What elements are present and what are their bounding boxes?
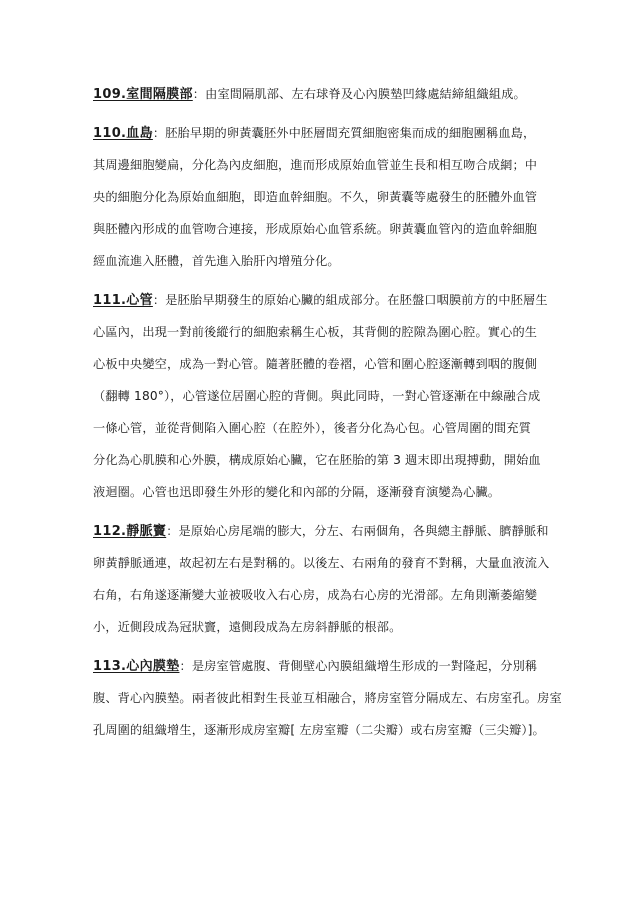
entry-line: 液迴圈。心管也迅即發生外形的變化和內部的分隔，逐漸發育演變為心臟。 (93, 485, 501, 499)
entry-line: 一條心管，並從背側陷入圍心腔（在腔外），後者分化為心包。心管周圍的間充質 (93, 421, 532, 435)
entry-line: 卵黃靜脈通連，故起初左右是對稱的。以後左、右兩角的發育不對稱，大量血液流入 (93, 556, 550, 570)
entry-line: 與胚體內形成的血管吻合連接，形成原始心血管系統。卵黃囊血管內的造血幹細胞 (93, 222, 538, 236)
entry-line: 心區內，出現一對前後縱行的細胞索稱生心板，其背側的腔隙為圍心腔。實心的生 (93, 325, 538, 339)
entry-113 (93, 656, 562, 740)
entry-text: ：胚胎早期的卵黃囊胚外中胚層間充質細胞密集而成的細胞團稱血島， (152, 126, 536, 140)
entry-line: （翻轉 180°），心管遂位居圍心腔的背側。與此同時，一對心管逐漸在中線融合成 (93, 389, 541, 403)
entry-line (93, 656, 553, 676)
entry-term: 111.心管 (93, 293, 153, 308)
entry-text: ：由室間隔肌部、左右球脊及心內膜墊凹緣處結締組織組成。 (192, 87, 526, 101)
entry-line (93, 84, 553, 104)
entry-line: 腹、背心內膜墊。兩者彼此相對生長並互相融合，將房室管分隔成左、右房室孔。房室 (93, 691, 562, 705)
entry-text: ：是房室管處腹、背側壁心內膜組織增生形成的一對隆起，分別稱 (179, 659, 538, 673)
entry-term: 110.血島 (93, 126, 153, 141)
entry-text: ：是原始心房尾端的膨大，分左、右兩個角，各與總主靜脈、臍靜脈和 (166, 524, 549, 538)
entry-line: 右角，右角遂逐漸變大並被吸收入右心房，成為右心房的光滑部。左角則漸萎縮變 (93, 588, 538, 602)
entry-line: 央的細胞分化為原始血細胞，即造血幹細胞。不久，卵黃囊等處發生的胚體外血管 (93, 190, 538, 204)
entry-111 (93, 290, 553, 502)
entry-line: 其周邊細胞變扁，分化為內皮細胞，進而形成原始血管並生長和相互吻合成網；中 (93, 158, 538, 172)
entry-line: 小，近側段成為冠狀竇，遠側段成為左房斜靜脈的根部。 (93, 620, 402, 634)
entry-term: 109.室間隔膜部 (93, 87, 193, 102)
entry-line (93, 123, 553, 143)
entry-line: 心板中央變空，成為一對心管。隨著胚體的卷褶，心管和圍心腔逐漸轉到咽的腹側 (93, 357, 538, 371)
entry-term: 112.靜脈竇 (93, 524, 167, 539)
entry-110 (93, 123, 553, 271)
document-page (93, 84, 562, 740)
entry-text: ：是胚胎早期發生的原始心臟的組成部分。在胚盤口咽膜前方的中胚層生 (152, 293, 548, 307)
entry-109 (93, 84, 553, 104)
entry-112 (93, 521, 553, 637)
entry-line (93, 521, 553, 541)
entry-line: 經血流進入胚體，首先進入胎肝內增殖分化。 (93, 254, 340, 268)
entry-term: 113.心內膜墊 (93, 659, 180, 674)
entry-line: 孔周圍的組織增生，逐漸形成房室瓣[ 左房室瓣（二尖瓣）或右房室瓣（三尖瓣）]。 (93, 723, 545, 737)
entry-line (93, 290, 553, 310)
entry-line: 分化為心肌膜和心外膜，構成原始心臟，它在胚胎的第 3 週末即出現搏動，開始血 (93, 453, 541, 467)
